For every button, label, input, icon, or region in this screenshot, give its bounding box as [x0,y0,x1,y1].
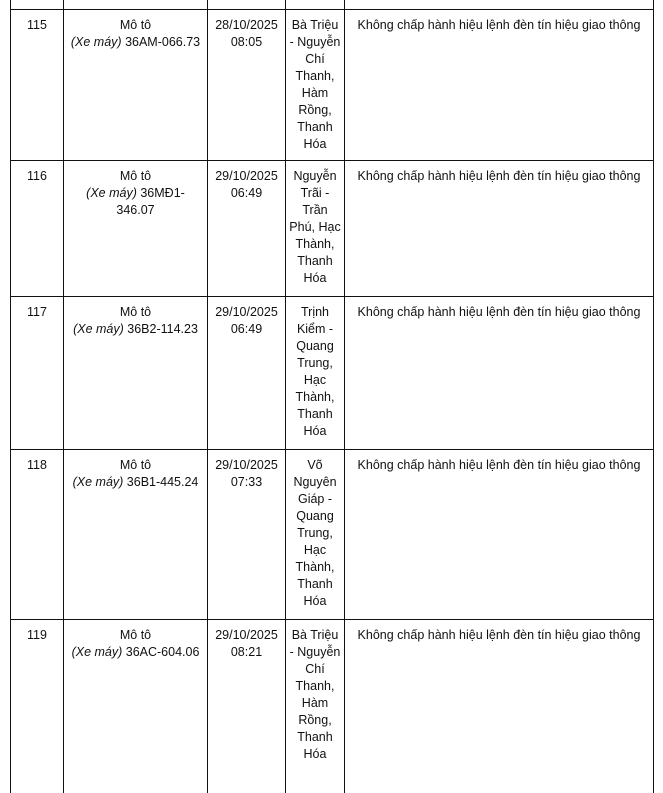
table-row [11,450,654,620]
vehicle-cell [64,297,208,450]
date: 29/10/2025 [212,304,281,321]
time: 08:05 [212,34,281,51]
table-row [11,620,654,793]
date: 29/10/2025 [212,457,281,474]
location-cell: Bà Triệu - Nguyễn Chí Thanh, Hàm Rồng, Thanh Hóa [286,620,345,793]
license-plate: 36AC-604.06 [126,645,200,659]
cell-stub [64,0,208,10]
time: 08:21 [212,644,281,661]
license-plate: 36B1-445.24 [127,475,199,489]
time: 06:49 [212,321,281,338]
table-row [11,161,654,297]
datetime-cell [208,297,286,450]
license-plate: 36MĐ1-346.07 [116,186,184,217]
vehicle-cell [64,450,208,620]
stt-cell: 116 [11,161,64,297]
violation-cell: Không chấp hành hiệu lệnh đèn tín hiệu giao thông [345,620,654,793]
datetime-cell [208,620,286,793]
vehicle-subtype: (Xe máy) [73,475,124,489]
violation-cell: Không chấp hành hiệu lệnh đèn tín hiệu giao thông [345,161,654,297]
vehicle-cell [64,620,208,793]
stt-cell: 119 [11,620,64,793]
location-cell: Bà Triệu - Nguyễn Chí Thanh, Hàm Rồng, Thanh Hóa [286,10,345,161]
previous-row-stub [11,0,654,10]
violations-table-container [10,0,653,793]
cell-stub [11,0,64,10]
table-row [11,10,654,161]
cell-stub [208,0,286,10]
violation-cell: Không chấp hành hiệu lệnh đèn tín hiệu giao thông [345,297,654,450]
location-cell: Nguyễn Trãi - Trần Phú, Hạc Thành, Thanh Hóa [286,161,345,297]
datetime-cell [208,161,286,297]
vehicle-type: Mô tô [68,17,203,34]
stt-cell: 118 [11,450,64,620]
location-cell: Võ Nguyên Giáp - Quang Trung, Hạc Thành, Thanh Hóa [286,450,345,620]
time: 07:33 [212,474,281,491]
vehicle-subtype: (Xe máy) [73,322,124,336]
date: 29/10/2025 [212,168,281,185]
vehicle-cell [64,10,208,161]
stt-cell: 117 [11,297,64,450]
vehicle-type: Mô tô [68,457,203,474]
time: 06:49 [212,185,281,202]
vehicle-subtype: (Xe máy) [71,35,122,49]
cell-stub [286,0,345,10]
location-cell: Trịnh Kiểm - Quang Trung, Hạc Thành, Thanh Hóa [286,297,345,450]
license-plate: 36B2-114.23 [127,322,198,336]
violation-cell: Không chấp hành hiệu lệnh đèn tín hiệu giao thông [345,450,654,620]
vehicle-type: Mô tô [68,627,203,644]
violations-table [10,0,654,793]
datetime-cell [208,450,286,620]
date: 29/10/2025 [212,627,281,644]
table-row [11,297,654,450]
vehicle-type: Mô tô [68,168,203,185]
violation-cell: Không chấp hành hiệu lệnh đèn tín hiệu giao thông [345,10,654,161]
vehicle-type: Mô tô [68,304,203,321]
date: 28/10/2025 [212,17,281,34]
vehicle-cell [64,161,208,297]
cell-stub [345,0,654,10]
vehicle-subtype: (Xe máy) [86,186,137,200]
license-plate: 36AM-066.73 [125,35,200,49]
vehicle-subtype: (Xe máy) [72,645,123,659]
datetime-cell [208,10,286,161]
stt-cell: 115 [11,10,64,161]
